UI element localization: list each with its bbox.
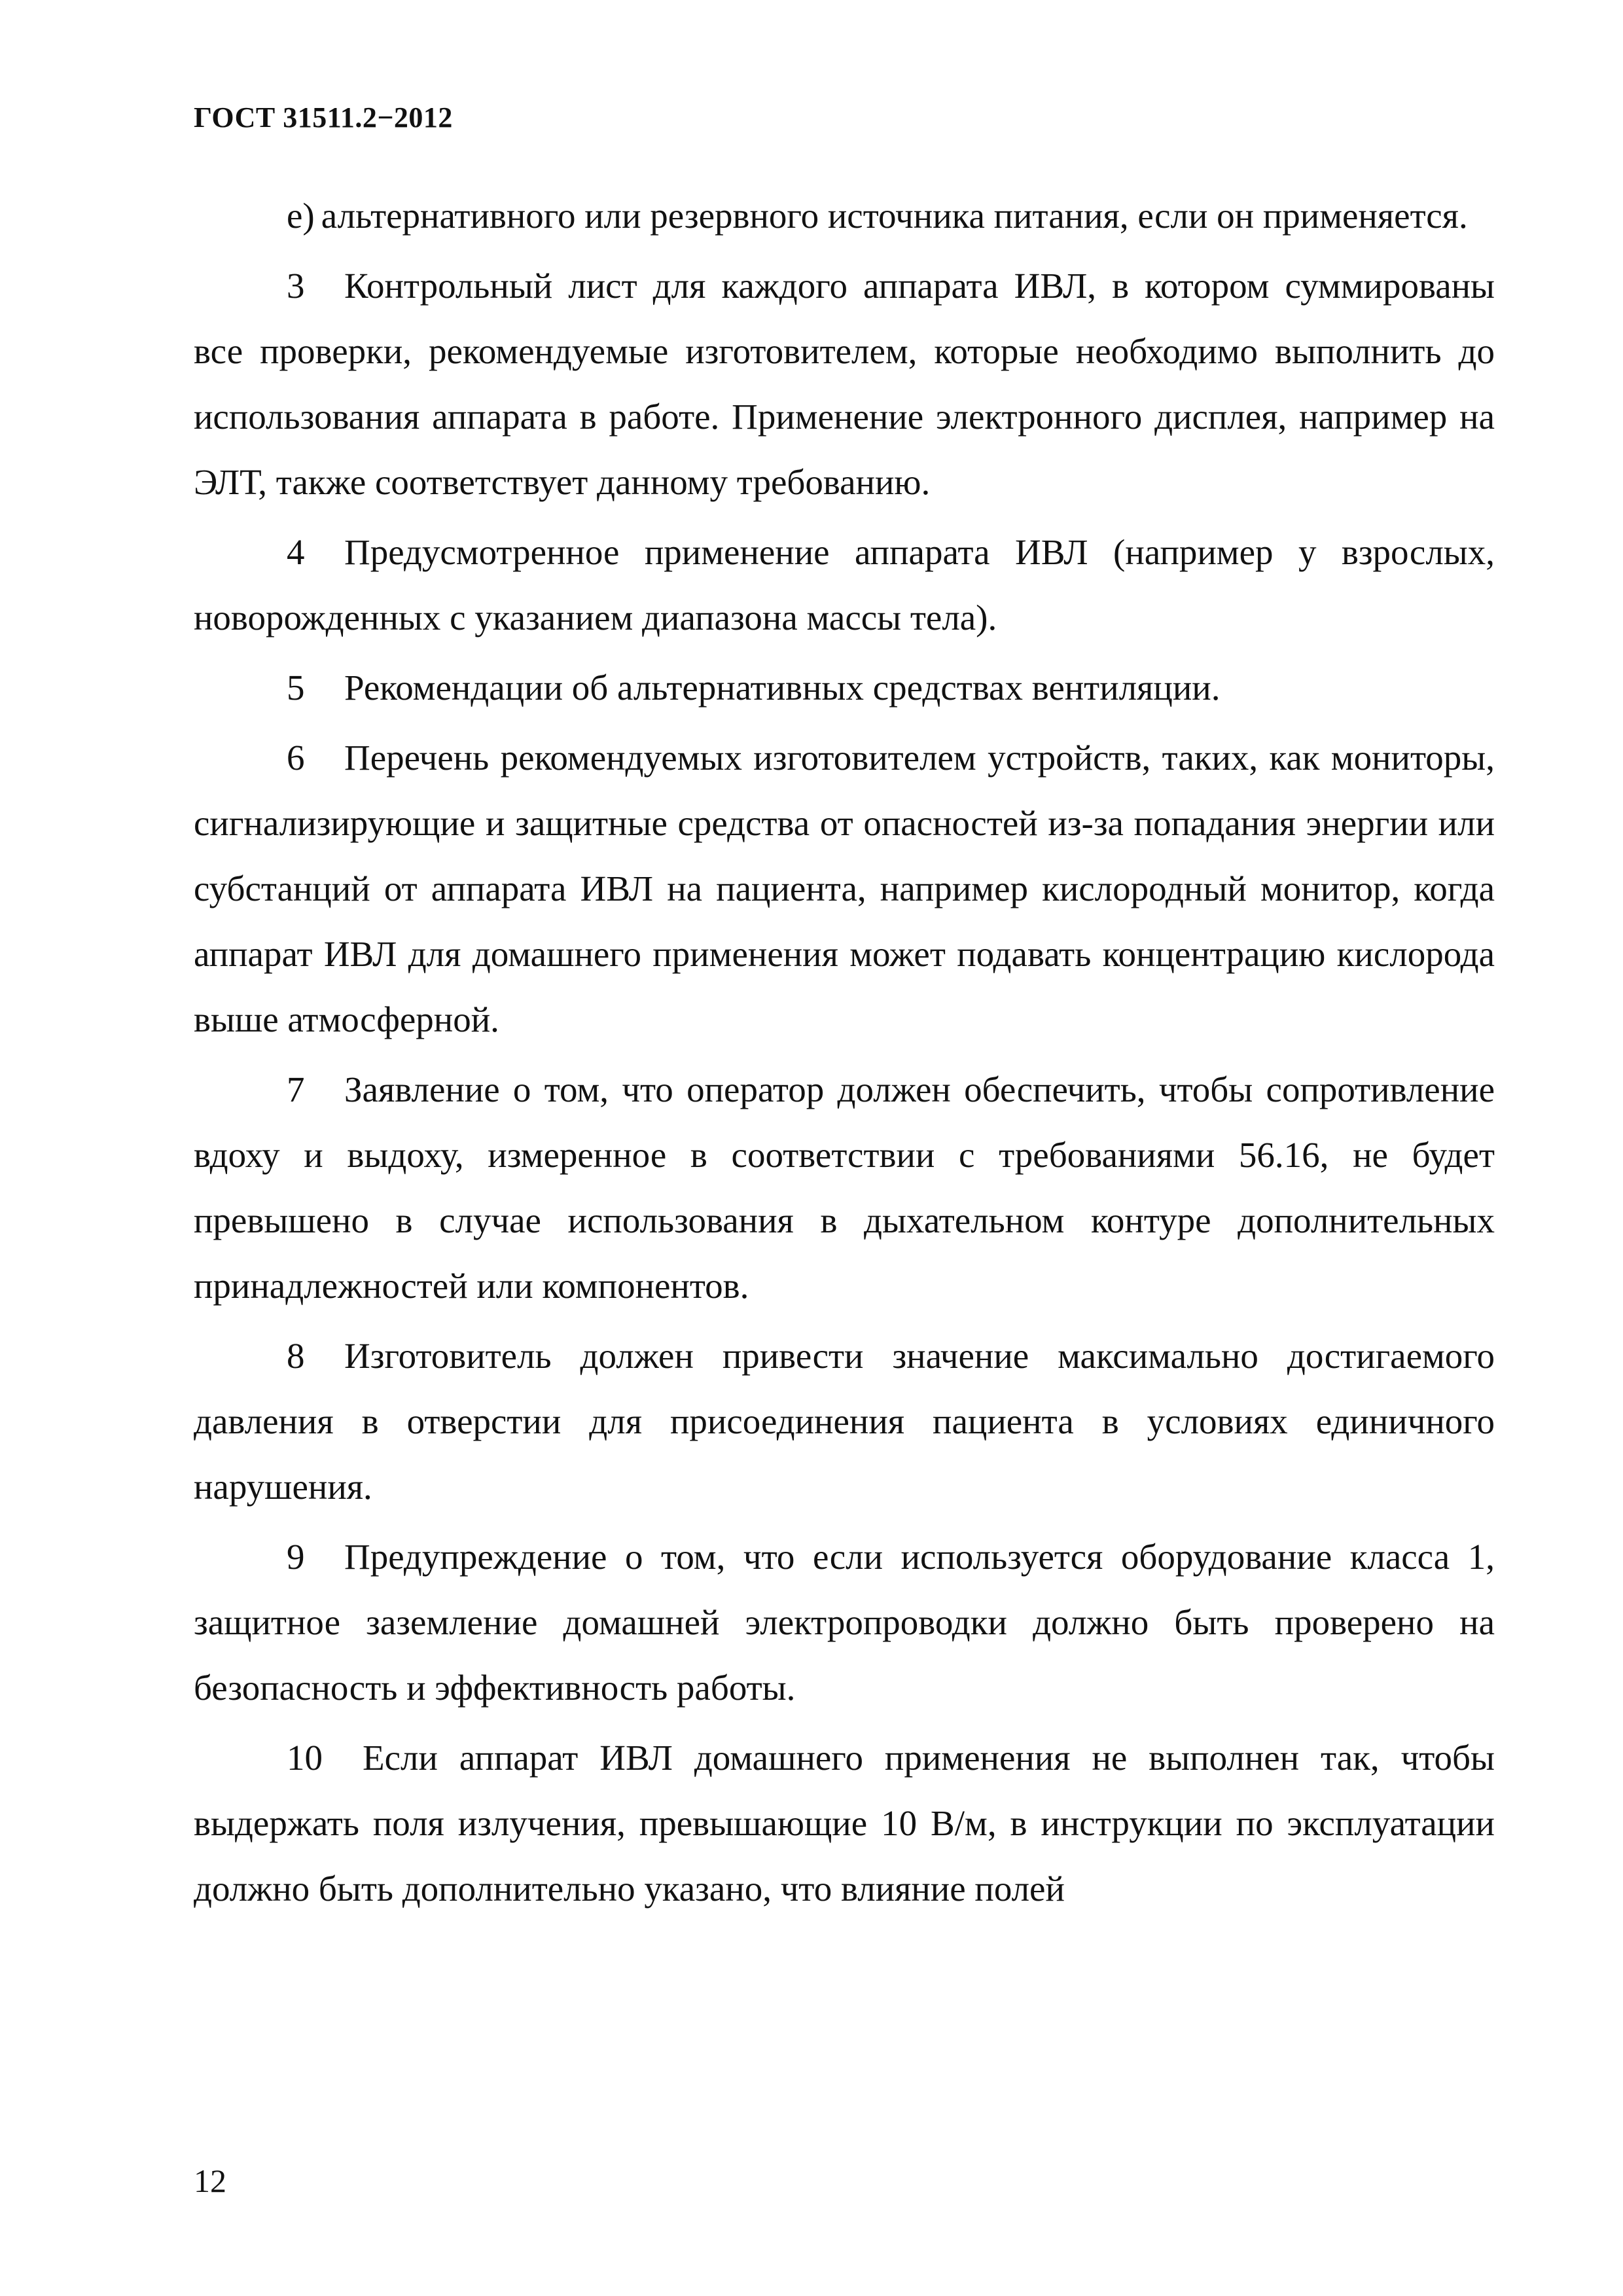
body-text xyxy=(194,183,1495,1926)
item-text: Контрольный лист для каждого аппарата ИВЛ, в котором суммированы все проверки, рекомендуемые изготовителем, которые необходимо выполнить до использования аппарата в работе. Применение электронного дисплея, например на ЭЛТ, также соответствует данному требованию. xyxy=(194,266,1495,502)
item-text: Рекомендации об альтернативных средствах вентиляции. xyxy=(344,668,1221,708)
item-number: e) xyxy=(287,196,315,236)
list-item-e xyxy=(194,183,1495,249)
item-number: 5 xyxy=(287,668,305,708)
list-item-5 xyxy=(194,655,1495,721)
item-text: Если аппарат ИВЛ домашнего применения не выполнен так, чтобы выдержать поля излучения, превышающие 10 В/м, в инструкции по эксплуатации должно быть дополнительно указано, что влияние полей xyxy=(194,1738,1495,1909)
item-text: Предусмотренное применение аппарата ИВЛ (например у взрослых, новорожденных с указанием диапазона массы тела). xyxy=(194,532,1495,637)
document-code-header: ГОСТ 31511.2−2012 xyxy=(194,101,453,134)
item-number: 8 xyxy=(287,1336,305,1376)
item-text: Предупреждение о том, что если используется оборудование класса 1, защитное заземление домашней электропроводки должно быть проверено на безопасность и эффективность работы. xyxy=(194,1537,1495,1708)
list-item-9 xyxy=(194,1524,1495,1721)
list-item-6 xyxy=(194,725,1495,1052)
list-item-3 xyxy=(194,253,1495,515)
list-item-4 xyxy=(194,520,1495,651)
item-number: 9 xyxy=(287,1537,305,1577)
item-number: 10 xyxy=(287,1738,323,1778)
list-item-8 xyxy=(194,1323,1495,1520)
item-text: Перечень рекомендуемых изготовителем устройств, таких, как мониторы, сигнализирующие и защитные средства от опасностей из-за попадания энергии или субстанций от аппарата ИВЛ на пациента, например кислородный монитор, когда аппарат ИВЛ для домашнего применения может подавать концентрацию кислорода выше атмосферной. xyxy=(194,738,1495,1039)
item-text: Изготовитель должен привести значение максимально достигаемого давления в отверстии для присоединения пациента в условиях единичного нарушения. xyxy=(194,1336,1495,1507)
item-number: 7 xyxy=(287,1069,305,1109)
list-item-7 xyxy=(194,1057,1495,1319)
item-number: 3 xyxy=(287,266,305,306)
item-text: альтернативного или резервного источника питания, если он применяется. xyxy=(321,196,1468,236)
item-number: 6 xyxy=(287,738,305,778)
item-text: Заявление о том, что оператор должен обеспечить, чтобы сопротивление вдоху и выдоху, измеренное в соответствии с требованиями 56.16, не будет превышено в случае использования в дыхательном контуре дополнительных принадлежностей или компонентов. xyxy=(194,1069,1495,1306)
page-number: 12 xyxy=(194,2162,226,2199)
list-item-10 xyxy=(194,1725,1495,1922)
item-number: 4 xyxy=(287,532,305,572)
